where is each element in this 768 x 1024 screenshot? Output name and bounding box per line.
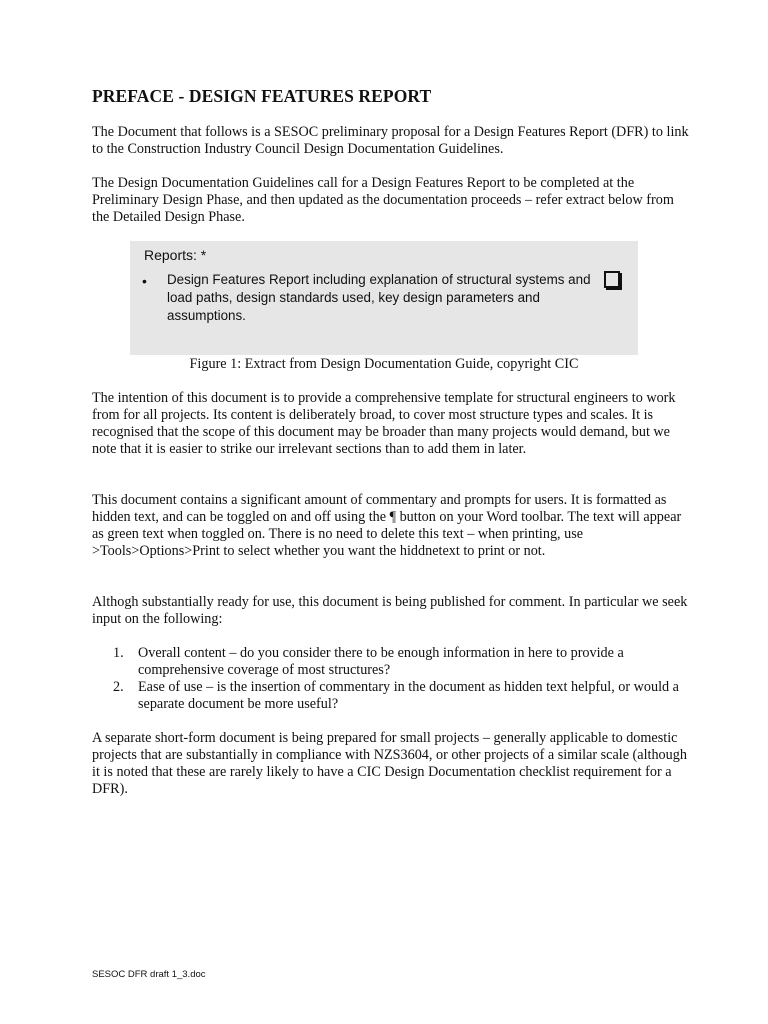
list-item-number: 1.: [113, 645, 124, 661]
list-item: [92, 645, 692, 679]
feedback-list: [92, 645, 692, 713]
checkbox-icon: [604, 271, 620, 288]
paragraph-short-form: A separate short-form document is being prepared for small projects – generally applicable to domestic projects that are substantially in compliance with NZS3604, or other projects of a similar scale (although it is noted that these are rarely likely to have a CIC Design Documentation checklist requirement for a DFR).: [92, 730, 687, 797]
paragraph-intention: The intention of this document is to provide a comprehensive template for structural engineers to work from for all projects. Its content is deliberately broad, to cover most structure types and scales. It is recognised that the scope of this document may be broader than many projects would demand, but we note that it is easier to strike our irrelevant sections than to add them in later.: [92, 390, 676, 457]
figure-caption: Figure 1: Extract from Design Documentation Guide, copyright CIC: [189, 356, 579, 372]
paragraph-guidelines: The Design Documentation Guidelines call for a Design Features Report to be completed at the Preliminary Design Phase, and then updated as the documentation proceeds – refer extract below from the Detailed Design Phase.: [92, 175, 674, 225]
bullet-icon: •: [142, 273, 147, 289]
figure-item-text: Design Features Report including explanation of structural systems and load paths, design standards used, key design parameters and assumptions.: [167, 272, 591, 323]
list-item: [92, 679, 692, 713]
document-title: PREFACE - DESIGN FEATURES REPORT: [92, 86, 432, 106]
paragraph-commentary: This document contains a significant amount of commentary and prompts for users. It is formatted as hidden text, and can be toggled on and off using the ¶ button on your Word toolbar. The text will appear as green text when toggled on. There is no need to delete this text – when printing, use >Tools>Options>Print to select whether you want the hiddnetext to print or not.: [92, 492, 682, 559]
list-item-text: Overall content – do you consider there to be enough information in here to provide a comprehensive coverage of most structures?: [138, 645, 624, 678]
paragraph-comment-request: Althogh substantially ready for use, this document is being published for comment. In particular we seek input on the following:: [92, 594, 688, 627]
list-item-number: 2.: [113, 679, 124, 695]
figure-heading: Reports: *: [144, 247, 207, 263]
figure-extract: [130, 241, 638, 355]
paragraph-intro: The Document that follows is a SESOC preliminary proposal for a Design Features Report (DFR) to link to the Construction Industry Council Design Documentation Guidelines.: [92, 124, 689, 157]
list-item-text: Ease of use – is the insertion of commentary in the document as hidden text helpful, or would a separate document be more useful?: [138, 679, 679, 712]
document-footer: SESOC DFR draft 1_3.doc: [92, 969, 206, 980]
